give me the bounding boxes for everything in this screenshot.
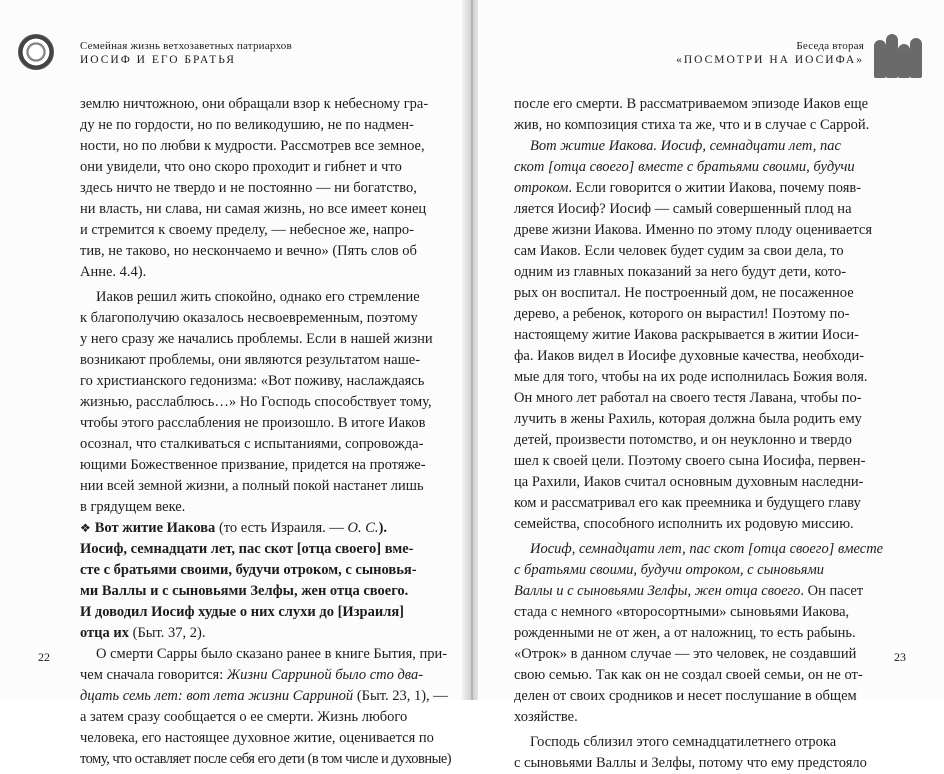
text-line: Он много лет работал на своего тестя Лавана, чтобы по- bbox=[514, 390, 862, 406]
text-line: мые для того, чтобы на их роде исполнилась Божия воля. bbox=[514, 369, 868, 385]
right-running-title: «ПОСМОТРИ НА ИОСИФА» bbox=[676, 54, 864, 66]
text-line: семейства, способного исполнить их родовую миссию. bbox=[514, 516, 854, 532]
text-line: лучить в жены Рахиль, которая должна была родить ему bbox=[514, 411, 862, 427]
text-line: ляется Иосиф? Иосиф — самый совершенный плод на bbox=[514, 201, 852, 217]
text-line: настоящему житие Иакова раскрывается в житии Иоси- bbox=[514, 327, 859, 343]
text-line: а затем сразу сообщается о ее смерти. Жизнь любого bbox=[80, 709, 408, 725]
text-line: свою семью. Так как он не создал своей семьи, он не от- bbox=[514, 667, 863, 683]
text-line: землю ничтожною, они обращали взор к небесному гра- bbox=[80, 96, 429, 112]
text-line: жизнью, расслаблюсь…» Но Господь способствует тому, bbox=[80, 394, 432, 410]
left-page bbox=[0, 0, 466, 767]
quote-first-line: ❖ Вот житие Иакова (то есть Израиля. — О. С.). bbox=[80, 520, 388, 536]
text-line: рожденными не от жен, а от наложниц, то есть рабынь. bbox=[514, 625, 856, 641]
left-running-head: Семейная жизнь ветхозаветных патриархов bbox=[80, 40, 292, 52]
text-line: хозяйстве. bbox=[514, 709, 578, 725]
text-line: с сыновьями Валлы и Зелфы, потому что ему предстояло bbox=[514, 755, 867, 771]
text-line: Анне. 4.4). bbox=[80, 264, 147, 280]
text-line: к благополучию оказалось несвоевременным, поэтому bbox=[80, 310, 418, 326]
quote-line: ми Валлы и с сыновьями Зелфы, жен отца своего. bbox=[80, 583, 409, 599]
text-line: скот [отца своего] вместе с братьями своими, будучи bbox=[514, 159, 855, 175]
text-line: возникают проблемы, они являются результатом наше- bbox=[80, 352, 421, 368]
text-line: после его смерти. В рассматриваемом эпизоде Иаков еще bbox=[514, 96, 869, 112]
text-line: «Отрок» в данном случае — это человек, не создавший bbox=[514, 646, 857, 662]
left-body-text bbox=[80, 94, 452, 770]
text-line: они увидели, что оно скоро проходит и гибнет и что bbox=[80, 159, 402, 175]
text-line: стада с немного «второсортными» сыновьями Иакова, bbox=[514, 604, 850, 620]
text-line: Вот житие Иакова. Иосиф, семнадцати лет, пас bbox=[530, 138, 841, 154]
text-line: делен от своих сродников и несет послушание в общем bbox=[514, 688, 857, 704]
quote-last-line: отца их (Быт. 37, 2). bbox=[80, 625, 206, 641]
quote-line: Иосиф, семнадцати лет, пас скот [отца своего] вме- bbox=[80, 541, 414, 557]
text-line: рых он воспитал. Не построенный дом, не посаженное bbox=[514, 285, 854, 301]
text-line: чем сначала говорится: Жизни Сарриной было сто два- bbox=[80, 667, 424, 683]
text-line: Иосиф, семнадцати лет, пас скот [отца своего] вместе bbox=[530, 541, 884, 557]
text-line: ца Рахили, Иаков считал основным духовным наследни- bbox=[514, 474, 864, 490]
text-line: дерево, а ребенок, которого он вырастил! Поэтому по- bbox=[514, 306, 850, 322]
text-line: чтобы этого расслабления не произошло. В итоге Иаков bbox=[80, 415, 426, 431]
left-running-header bbox=[80, 40, 292, 66]
text-line: Господь сблизил этого семнадцатилетнего отрока bbox=[530, 734, 837, 750]
text-line: шел к своей цели. Поэтому своего сына Иосифа, первен- bbox=[514, 453, 866, 469]
text-line: дцать семь лет: вот лета жизни Сарриной (Быт. 23, 1), — bbox=[80, 688, 448, 704]
text-line: ности, но по любви к мудрости. Рассмотрев все земное, bbox=[80, 138, 425, 154]
text-line: человека, его настоящее духовное житие, оценивается по bbox=[80, 730, 434, 746]
text-line: ду не по гордости, но по великодушию, не по надмен- bbox=[80, 117, 414, 133]
text-line: в грядущем веке. bbox=[80, 499, 186, 515]
medallion-ornament-icon bbox=[18, 34, 54, 70]
right-running-header bbox=[676, 40, 864, 66]
text-line: О смерти Сарры было сказано ранее в книге Бытия, при- bbox=[96, 646, 448, 662]
text-line: ни власть, ни слава, ни самая жизнь, но все имеет конец bbox=[80, 201, 427, 217]
text-line: нии всей земной жизни, а полный покой настанет лишь bbox=[80, 478, 424, 494]
text-line: отроком. Если говорится о житии Иакова, почему появ- bbox=[514, 180, 862, 196]
text-line: у него сразу же начались проблемы. Если в нашей жизни bbox=[80, 331, 433, 347]
text-line: детей, произвести потомство, и он неуклонно и твердо bbox=[514, 432, 852, 448]
right-running-head: Беседа вторая bbox=[796, 40, 864, 52]
diamond-bullet-icon: ❖ bbox=[80, 521, 91, 535]
text-line: го христианского гедонизма: «Вот поживу, наслаждаясь bbox=[80, 373, 425, 389]
quote-line: И доводил Иосиф худые о них слухи до [Израиля] bbox=[80, 604, 404, 620]
right-page-number: 23 bbox=[894, 650, 906, 664]
right-body-text bbox=[514, 94, 884, 774]
left-running-title: ИОСИФ И ЕГО БРАТЬЯ bbox=[80, 54, 236, 66]
text-line: Валлы и с сыновьями Зелфы, жен отца своего. Он пасет bbox=[514, 583, 864, 599]
quote-line: сте с братьями своими, будучи отроком, с сыновья- bbox=[80, 562, 417, 578]
text-line: древе жизни Иакова. Именно по этому плоду оценивается bbox=[514, 222, 873, 238]
text-line: сам Иаков. Если человек будет судим за свои дела, то bbox=[514, 243, 844, 259]
text-line: фа. Иаков видел в Иосифе духовные качества, необходи- bbox=[514, 348, 865, 364]
text-line: тому, что оставляет после себя его дети (в том числе и духовные) bbox=[80, 751, 452, 767]
text-line: Иаков решил жить спокойно, однако его стремление bbox=[96, 289, 420, 305]
text-line: ющими Божественное призвание, придется на протяже- bbox=[80, 457, 426, 473]
text-line: и стремится к своему пределу, — небесное же, напро- bbox=[80, 222, 414, 238]
left-page-number: 22 bbox=[38, 650, 50, 664]
text-line: тив, не таково, но нескончаемо и вечно» (Пять слов об bbox=[80, 243, 417, 259]
figures-illustration-icon bbox=[872, 32, 924, 78]
right-page bbox=[478, 0, 944, 771]
text-line: здесь ничто не твердо и не постоянно — ни богатство, bbox=[80, 180, 417, 196]
text-line: осознал, что сталкиваться с испытаниями, сопровожда- bbox=[80, 436, 424, 452]
text-line: жив, но композиция стиха та же, что и в случае с Саррой. bbox=[514, 117, 870, 133]
text-line: с братьями своими, будучи отроком, с сыновьями bbox=[514, 562, 825, 578]
text-line: одним из главных показаний за него будут дети, кото- bbox=[514, 264, 847, 280]
text-line: ком и рассматривал его как преемника и будущего главу bbox=[514, 495, 861, 511]
